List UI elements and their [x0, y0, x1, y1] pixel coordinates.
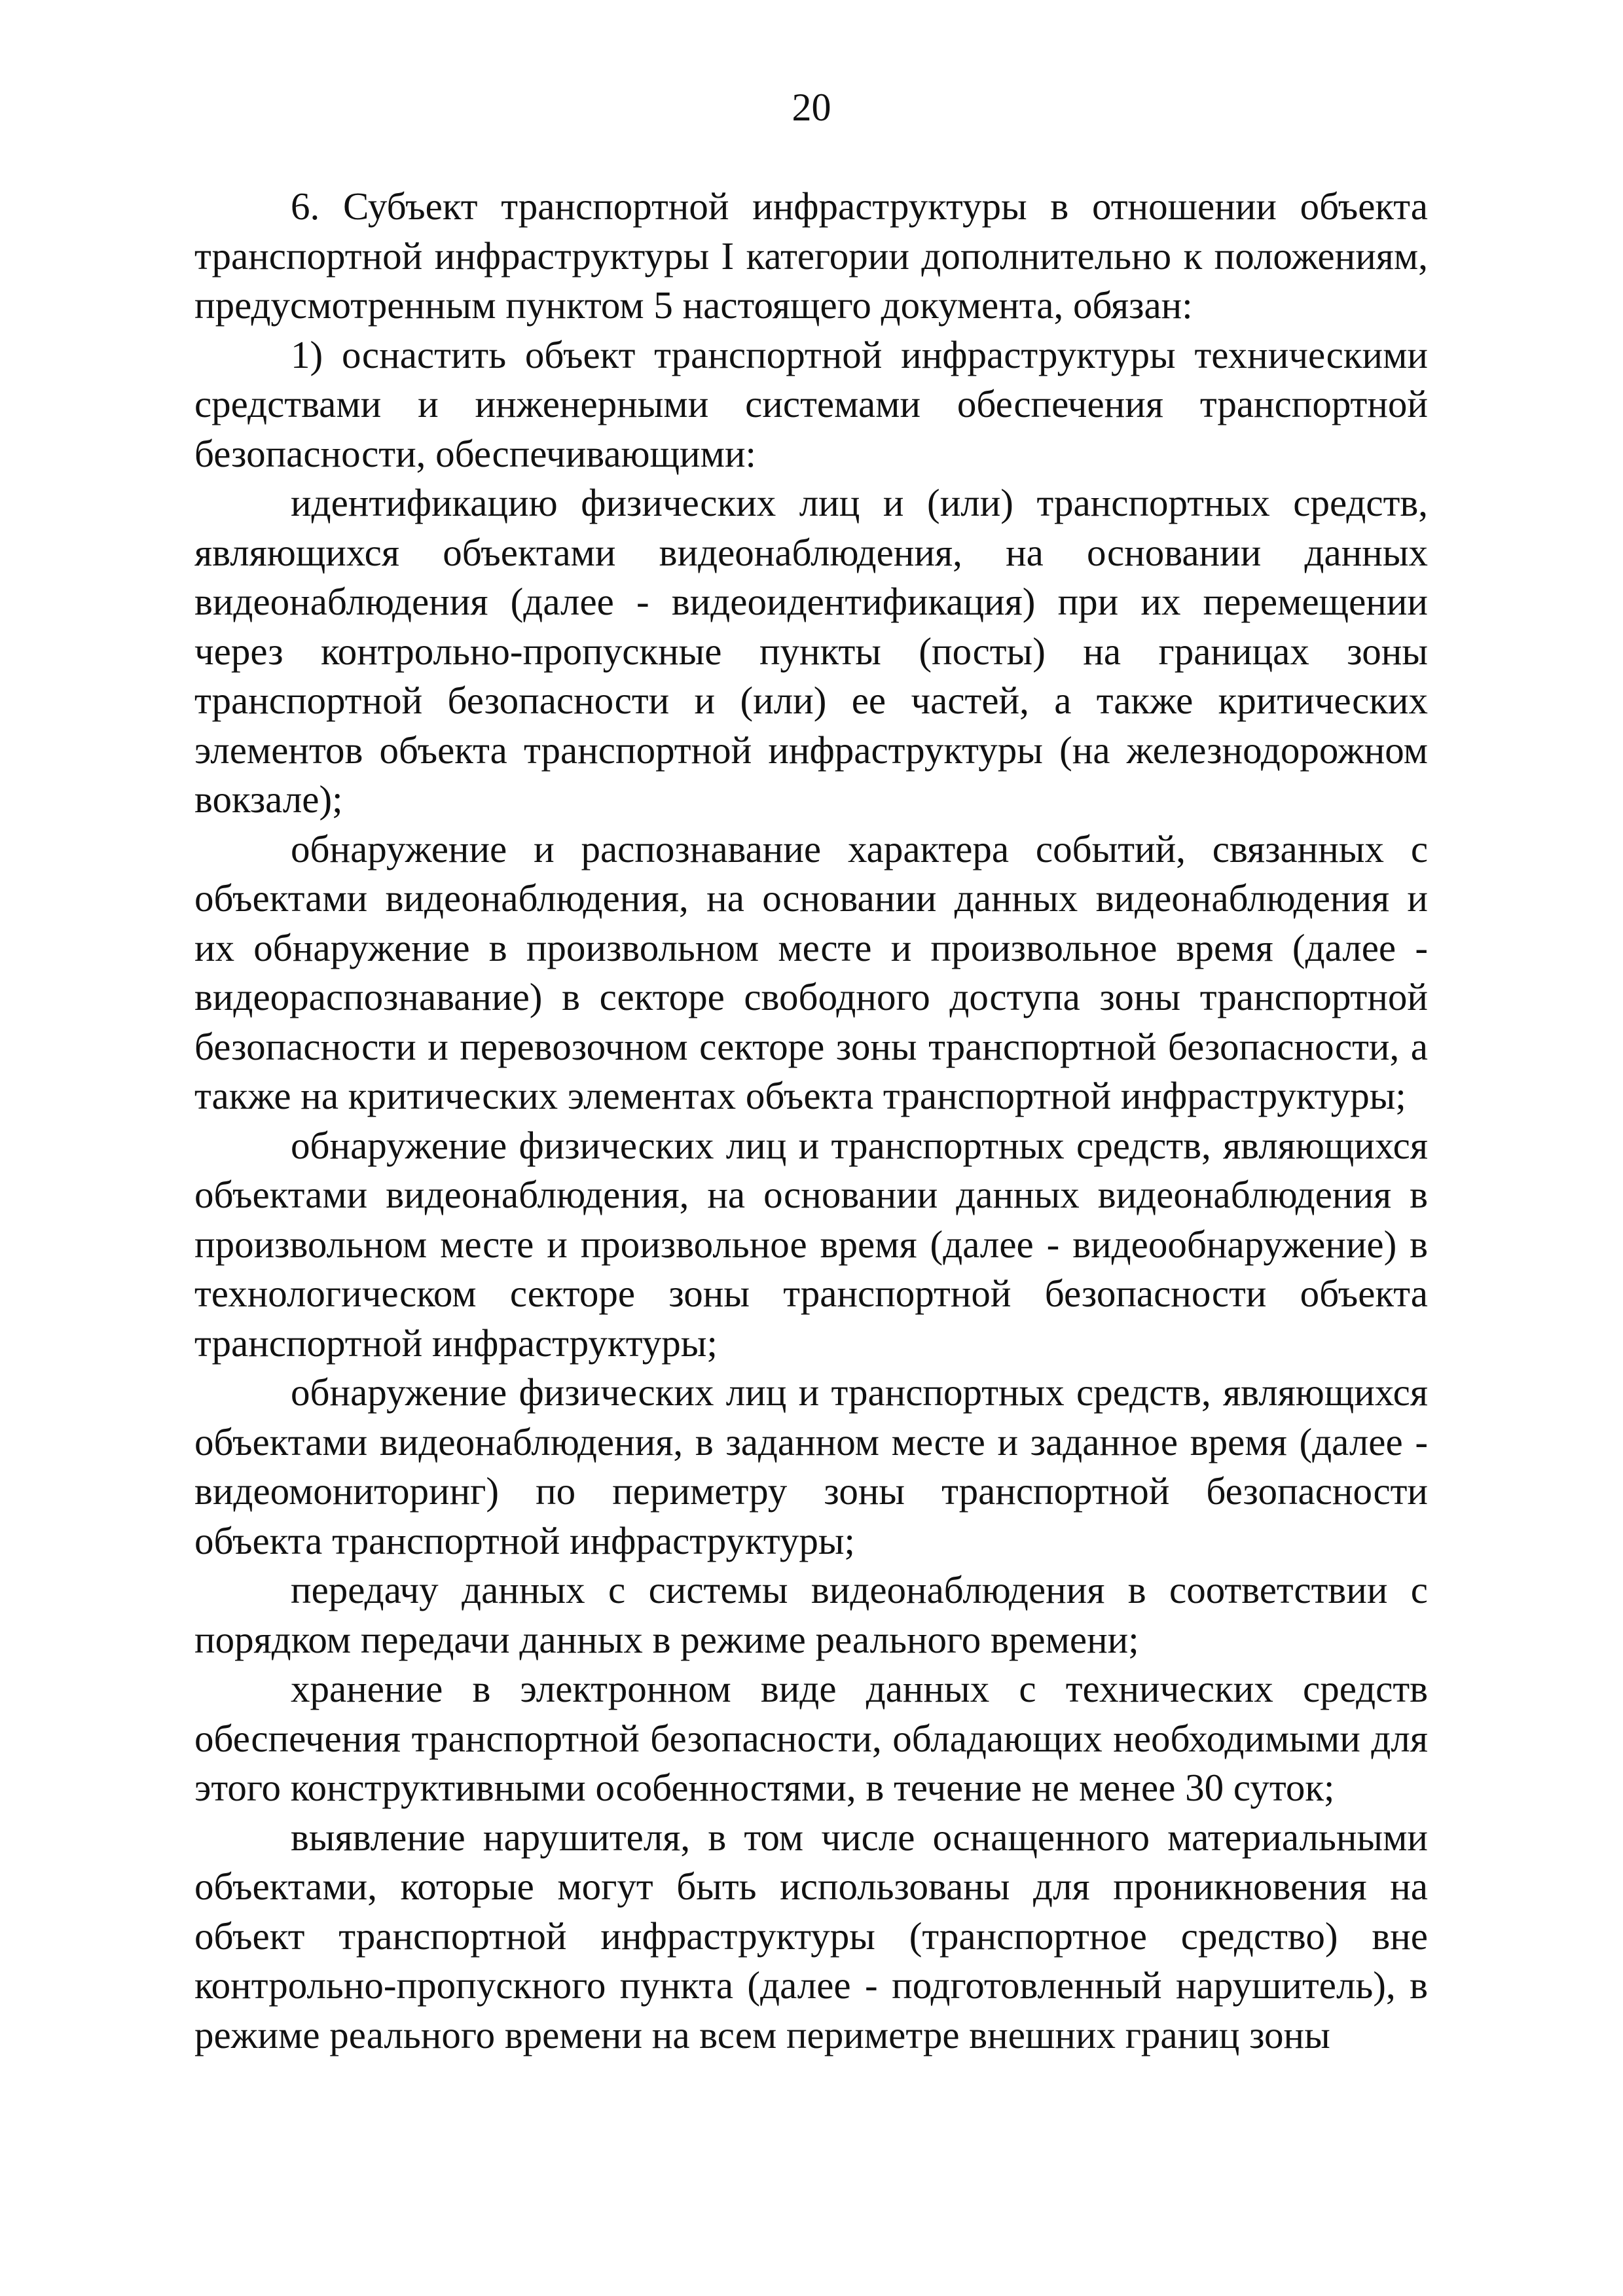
- document-body: [194, 182, 1428, 2060]
- paragraph-item-1: 1) оснастить объект транспортной инфраструктуры техническими средствами и инженерными системами обеспечения транспортной безопасности, обеспечивающими:: [194, 332, 1428, 475]
- paragraph-data-transfer: передачу данных с системы видеонаблюдения в соответствии с порядком передачи данных в режиме реального времени;: [194, 1568, 1428, 1661]
- paragraph-video-monitoring: обнаружение физических лиц и транспортных средств, являющихся объектами видеонаблюдения, в заданном месте и заданное время (далее - видеомониторинг) по периметру зоны транспортной безопасности объекта транспортной инфраструктуры;: [194, 1371, 1428, 1562]
- paragraph-6-intro: 6. Субъект транспортной инфраструктуры в отношении объекта транспортной инфраструктуры I категории дополнительно к положениям, предусмотренным пунктом 5 настоящего документа, обязан:: [194, 185, 1428, 327]
- paragraph-video-identification: идентификацию физических лиц и (или) транспортных средств, являющихся объектами видеонаблюдения, на основании данных видеонаблюдения (далее - видеоидентификация) при их перемещении через контрольно-пропускные пункты (посты) на границах зоны транспортной безопасности и (или) ее частей, а также критических элементов объекта транспортной инфраструктуры (на железнодорожном вокзале);: [194, 481, 1428, 821]
- paragraph-video-detection: обнаружение физических лиц и транспортных средств, являющихся объектами видеонаблюдения, на основании данных видеонаблюдения в произвольном месте и произвольное время (далее - видеообнаружение) в технологическом секторе зоны транспортной безопасности объекта транспортной инфраструктуры;: [194, 1123, 1428, 1365]
- paragraph-video-recognition: обнаружение и распознавание характера событий, связанных с объектами видеонаблюдения, на основании данных видеонаблюдения и их обнаружение в произвольном месте и произвольное время (далее - видеораспознавание) в секторе свободного доступа зоны транспортной безопасности и перевозочном секторе зоны транспортной безопасности, а также на критических элементах объекта транспортной инфраструктуры;: [194, 827, 1428, 1117]
- paragraph-intruder-detection: выявление нарушителя, в том числе оснащенного материальными объектами, которые могут быть использованы для проникновения на объект транспортной инфраструктуры (транспортное средство) вне контрольно-пропускного пункта (далее - подготовленный нарушитель), в режиме реального времени на всем периметре внешних границ зоны: [194, 1815, 1428, 2056]
- page-number: 20: [792, 86, 831, 129]
- paragraph-data-storage: хранение в электронном виде данных с технических средств обеспечения транспортной безопасности, обладающих необходимыми для этого конструктивными особенностями, в течение не менее 30 суток;: [194, 1667, 1428, 1809]
